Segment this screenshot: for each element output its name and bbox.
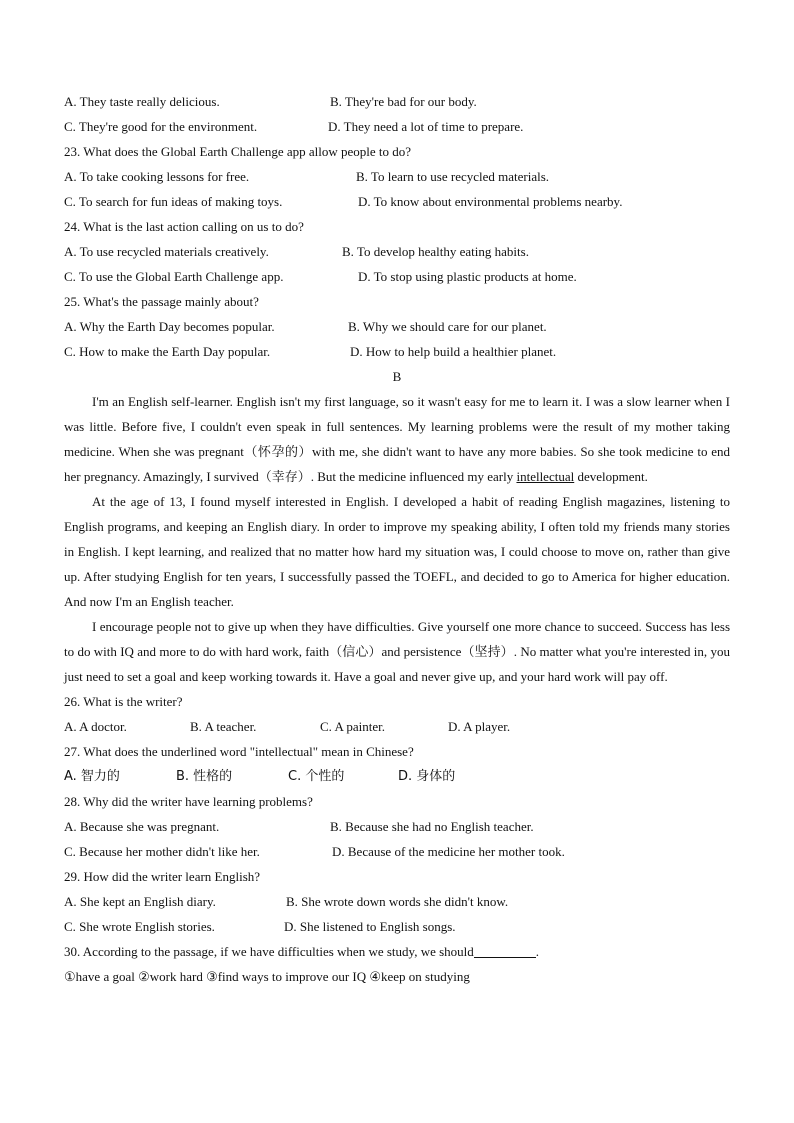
q26-option-c: C. A painter. <box>320 719 385 734</box>
q27-option-a: A. 智力的 <box>64 769 120 784</box>
q30-stem: 30. According to the passage, if we have difficulties when we study, we should <box>64 944 474 959</box>
q25-stem: 25. What's the passage mainly about? <box>64 294 259 309</box>
q28-options-row-1 <box>64 814 730 839</box>
q22-options-row-2 <box>64 114 730 139</box>
q27-option-c: C. 个性的 <box>288 769 345 784</box>
q28-option-b: B. Because she had no English teacher. <box>330 819 534 834</box>
q30-stem-line <box>64 939 730 964</box>
q27-option-d: D. 身体的 <box>398 769 456 784</box>
q24-option-a: A. To use recycled materials creatively. <box>64 244 269 259</box>
q26-option-b: B. A teacher. <box>190 719 257 734</box>
paragraph-1-text: I'm an English self-learner. English isn't my first language, so it wasn't easy for me to learn it. I was a slow learner when I was little. Before five, I couldn't even speak in full sentences. My learning problems were the result of my mother taking medicine. When she was pregnant（怀孕的）with me, she didn't want to have any more babies. So she took medicine to end her pregnancy. Amazingly, I survived（幸存）. But the medicine influenced my early <box>64 394 730 484</box>
q30-items: ①have a goal ②work hard ③find ways to improve our IQ ④keep on studying <box>64 969 470 984</box>
underlined-word-intellectual: intellectual <box>516 469 575 484</box>
q23-option-c: C. To search for fun ideas of making toys. <box>64 194 283 209</box>
section-b-title: B <box>392 369 402 384</box>
q25-option-a: A. Why the Earth Day becomes popular. <box>64 319 275 334</box>
q30-answer-blank[interactable] <box>474 943 536 958</box>
q29-stem: 29. How did the writer learn English? <box>64 869 261 884</box>
q26-option-d: D. A player. <box>448 719 511 734</box>
q29-options-row-2 <box>64 914 730 939</box>
q23-options-row-1 <box>64 164 730 189</box>
passage-paragraph-2: At the age of 13, I found myself interested in English. I developed a habit of reading English magazines, listening to English programs, and keeping an English diary. In order to improve my speaking ability, I often told my friends many stories in English. I kept learning, and realized that no matter how hard my situation was, I could choose to move on, rather than give up. After studying English for ten years, I successfully passed the TOEFL, and decided to go to America for higher education. And now I'm an English teacher. <box>64 494 730 609</box>
q30-stem-end: . <box>535 944 540 959</box>
q25-options-row-2 <box>64 339 730 364</box>
q29-options-row-1 <box>64 889 730 914</box>
exam-page <box>64 89 730 989</box>
q28-option-c: C. Because her mother didn't like her. <box>64 844 260 859</box>
q28-option-d: D. Because of the medicine her mother took. <box>332 844 565 859</box>
q28-stem: 28. Why did the writer have learning problems? <box>64 794 313 809</box>
q25-option-d: D. How to help build a healthier planet. <box>350 344 557 359</box>
q28-option-a: A. Because she was pregnant. <box>64 819 220 834</box>
q24-option-c: C. To use the Global Earth Challenge app. <box>64 269 284 284</box>
q24-option-b: B. To develop healthy eating habits. <box>342 244 529 259</box>
q27-options-row <box>64 764 730 789</box>
q28-options-row-2 <box>64 839 730 864</box>
q22-option-d: D. They need a lot of time to prepare. <box>328 119 524 134</box>
q22-option-c: C. They're good for the environment. <box>64 119 258 134</box>
q27-option-b: B. 性格的 <box>176 769 233 784</box>
q29-option-a: A. She kept an English diary. <box>64 894 216 909</box>
q23-option-b: B. To learn to use recycled materials. <box>356 169 550 184</box>
q26-options-row <box>64 714 730 739</box>
q29-option-c: C. She wrote English stories. <box>64 919 215 934</box>
q22-options-row-1 <box>64 89 730 114</box>
passage-paragraph-1 <box>64 389 730 489</box>
q26-option-a: A. A doctor. <box>64 719 127 734</box>
q25-option-b: B. Why we should care for our planet. <box>348 319 547 334</box>
q29-option-d: D. She listened to English songs. <box>284 919 456 934</box>
passage-paragraph-3: I encourage people not to give up when they have difficulties. Give yourself one more chance to succeed. Success has less to do with IQ and more to do with hard work, faith（信心）and persistence（坚持）. No matter what you're interested in, you just need to set a goal and keep working towards it. Have a goal and never give up, and your hard work will pay off. <box>64 619 730 684</box>
q22-option-b: B. They're bad for our body. <box>330 94 477 109</box>
q24-stem: 24. What is the last action calling on us to do? <box>64 219 304 234</box>
q24-options-row-1 <box>64 239 730 264</box>
q27-stem: 27. What does the underlined word "intellectual" mean in Chinese? <box>64 744 414 759</box>
q26-stem: 26. What is the writer? <box>64 694 183 709</box>
q23-stem: 23. What does the Global Earth Challenge app allow people to do? <box>64 144 412 159</box>
q25-option-c: C. How to make the Earth Day popular. <box>64 344 271 359</box>
q23-option-d: D. To know about environmental problems nearby. <box>358 194 623 209</box>
q22-option-a: A. They taste really delicious. <box>64 94 220 109</box>
q25-options-row-1 <box>64 314 730 339</box>
q24-option-d: D. To stop using plastic products at home. <box>358 269 577 284</box>
q24-options-row-2 <box>64 264 730 289</box>
paragraph-1-end: development. <box>577 469 648 484</box>
q23-option-a: A. To take cooking lessons for free. <box>64 169 250 184</box>
q23-options-row-2 <box>64 189 730 214</box>
q29-option-b: B. She wrote down words she didn't know. <box>286 894 509 909</box>
